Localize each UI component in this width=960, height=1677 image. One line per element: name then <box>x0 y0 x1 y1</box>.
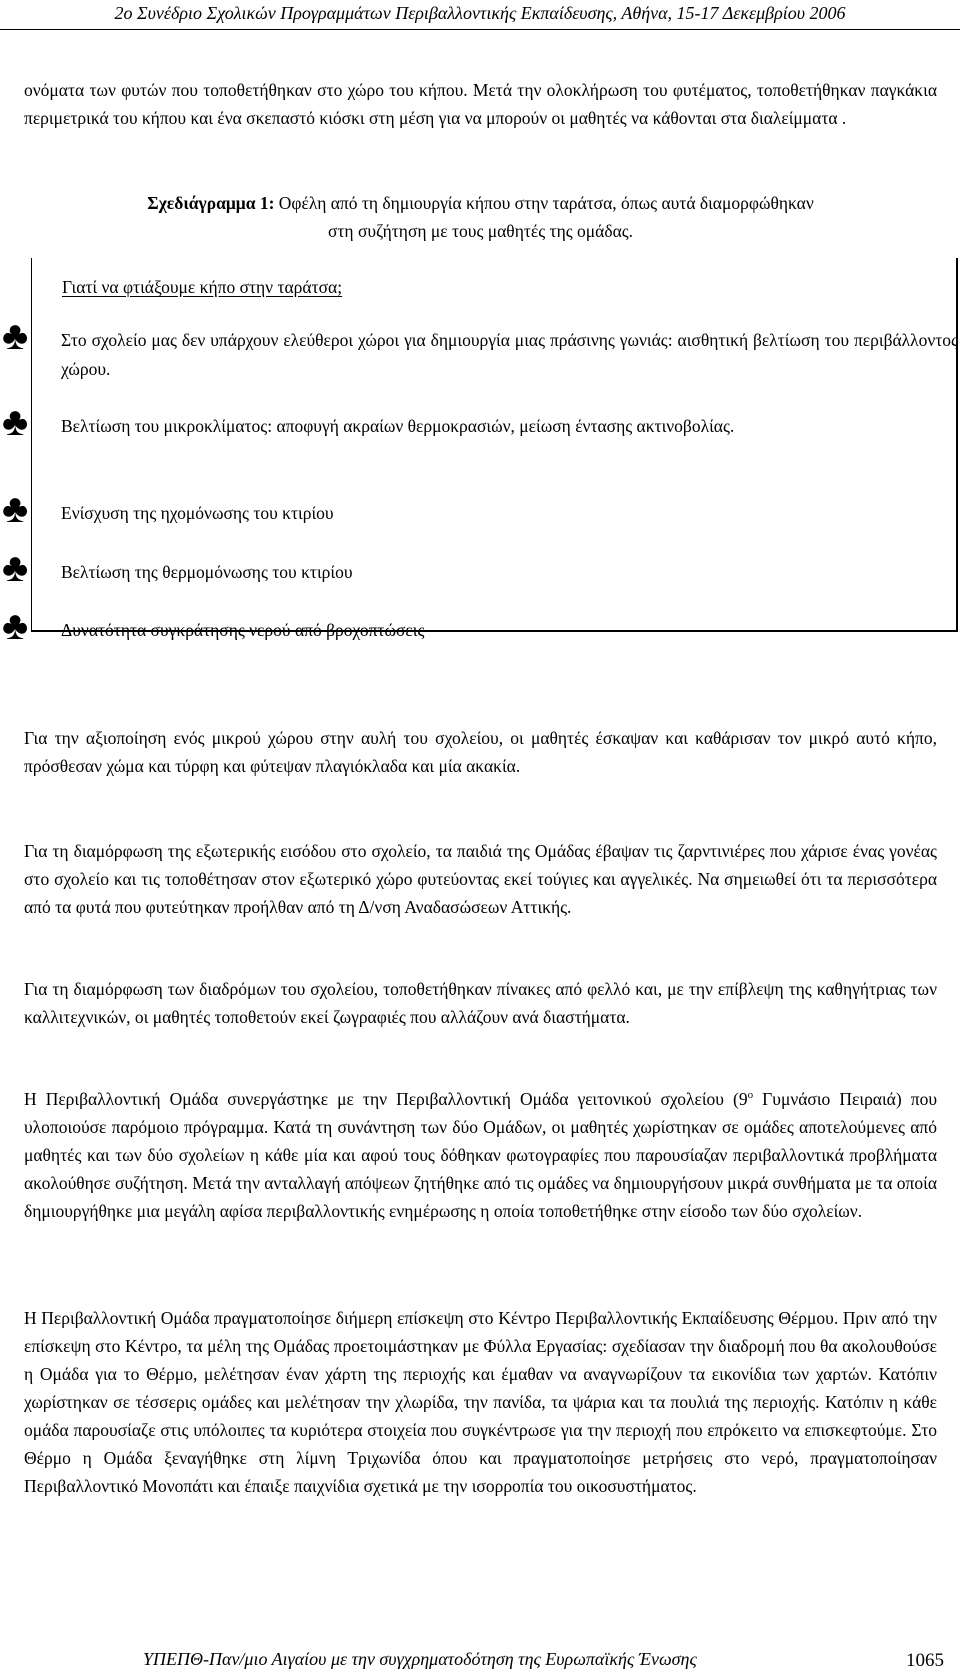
diagram-caption-label: Σχεδιάγραμμα 1: <box>147 193 275 213</box>
page-header: 2ο Συνέδριο Σχολικών Προγραμμάτων Περιβαλλοντικής Εκπαίδευσης, Αθήνα, 15-17 Δεκεμβρίου 2006 <box>114 3 846 23</box>
footer-text: ΥΠΕΠΘ-Παν/μιο Αιγαίου με την συγχρηματοδότηση της Ευρωπαϊκής Ένωσης <box>143 1649 697 1669</box>
page-number: 1065 <box>906 1650 944 1671</box>
bullet-text: Βελτίωση του μικροκλίματος: αποφυγή ακραίων θερμοκρασιών, μείωση έντασης ακτινοβολίας. <box>61 416 735 436</box>
club-icon: ♣ <box>2 399 29 444</box>
club-icon: ♣ <box>2 313 29 358</box>
paragraph-collaboration-rest: Γυμνάσιο Πειραιά) που υλοποιούσε παρόμοιο πρόγραμμα. Κατά τη συνάντηση των δύο Ομάδων, οι μαθητές χωρίστηκαν σε ομάδες αποτελούμενες από μαθητές και των δύο σχολείων η κάθε μία και αφού τους δόθηκαν φωτογραφίες που παρουσίαζαν περιβαλλοντικά προβλήματα ακολούθησε συζήτηση. Μετά την ανταλλαγή απόψεων ζητήθηκε από τις ομάδες να δημιουργήσουν μικρά συνθήματα με τα οποία δημιουργήθηκε μια μεγάλη αφίσα περιβαλλοντικής ενημέρωσης η οποία τοποθετήθηκε στην είσοδο των δύο σχολείων. <box>24 1089 937 1221</box>
paragraph-collaboration-start: Η Περιβαλλοντική Ομάδα συνεργάστηκε με την Περιβαλλοντική Ομάδα γειτονικού σχολείου (9 <box>24 1089 748 1109</box>
club-icon: ♣ <box>2 545 29 590</box>
diagram-caption-line1: Οφέλη από τη δημιουργία κήπου στην ταράτσα, όπως αυτά διαμορφώθηκαν <box>278 193 814 213</box>
intro-paragraph: ονόματα των φυτών που τοποθετήθηκαν στο χώρο του κήπου. Μετά την ολοκλήρωση του φυτέματος, τοποθετήθηκαν παγκάκια περιμετρικά του κήπου και ένα σκεπαστό κιόσκι στη μέση για να μπορούν οι μαθητές να κάθονται στα διαλείμματα . <box>24 80 937 128</box>
paragraph-corridors: Για τη διαμόρφωση των διαδρόμων του σχολείου, τοποθετήθηκαν πίνακες από φελλό και, με την επίβλεψη της καθηγήτριας των καλλιτεχνικών, οι μαθητές τοποθετούν εκεί ζωγραφιές που αλλάζουν ανά διαστήματα. <box>24 979 937 1027</box>
bullet-text: Ενίσχυση της ηχομόνωσης του κτιρίου <box>61 503 334 523</box>
diagram-caption <box>24 189 937 245</box>
header-rule <box>0 29 960 30</box>
benefits-box-title: Γιατί να φτιάξουμε κήπο στην ταράτσα; <box>62 277 343 297</box>
club-icon: ♣ <box>2 486 29 531</box>
bullet-text: Βελτίωση της θερμομόνωσης του κτιρίου <box>61 562 353 582</box>
bullet-text: Δυνατότητα συγκράτησης νερού από βροχοπτώσεις <box>61 620 425 640</box>
ordinal-superscript: ο <box>747 1089 754 1102</box>
paragraph-thermo-visit: Η Περιβαλλοντική Ομάδα πραγματοποίησε διήμερη επίσκεψη στο Κέντρο Περιβαλλοντικής Εκπαίδευσης Θέρμου. Πριν από την επίσκεψη στο Κέντρο, τα μέλη της Ομάδας προετοιμάστηκαν με Φύλλα Εργασίας: σχεδίασαν την διαδρομή που θα ακολουθούσε η Ομάδα για το Θέρμο, μελέτησαν έναν χάρτη της περιοχής και έμαθαν να αναγνωρίζουν τα εικονίδια των χαρτών. Κατόπιν χωρίστηκαν σε τέσσερις ομάδες και μελέτησαν την χλωρίδα, την πανίδα, τα ψάρια και τα πουλιά της περιοχής. Κατόπιν η κάθε ομάδα παρουσίαζε στις υπόλοιπες τα κυριότερα στοιχεία που συγκέντρωσε για την περιοχή που επρόκειτο να επισκεφτούμε. Στο Θέρμο η Ομάδα ξεναγήθηκε στη λίμνη Τριχωνίδα όπου και πραγματοποίησε μετρήσεις στο νερό, πραγματοποίησαν Περιβαλλοντικό Μονοπάτι και έπαιξε παιχνίδια σχετικά με την ισορροπία του οικοσυστήματος. <box>24 1308 937 1496</box>
bullet-text: Στο σχολείο μας δεν υπάρχουν ελεύθεροι χώροι για δημιουργία μιας πράσινης γωνιάς: αισθητική βελτίωση του περιβάλλοντος χώρου. <box>61 330 958 379</box>
paragraph-garden: Για την αξιοποίηση ενός μικρού χώρου στην αυλή του σχολείου, οι μαθητές έσκαψαν και καθάρισαν τον μικρό αυτό κήπο, πρόσθεσαν χώμα και τύρφη και φύτεψαν πλαγιόκλαδα και μία ακακία. <box>24 728 937 776</box>
paragraph-collaboration <box>24 1085 937 1225</box>
club-icon: ♣ <box>2 603 29 648</box>
paragraph-entrance: Για τη διαμόρφωση της εξωτερικής εισόδου στο σχολείο, τα παιδιά της Ομάδας έβαψαν τις ζαρντινιέρες που χάρισε ένας γονέας στο σχολείο και τις τοποθέτησαν στον εξωτερικό χώρο φυτεύοντας εκεί τούγιες και αγγελικές. Να σημειωθεί ότι τα περισσότερα από τα φυτά που φυτεύτηκαν προήλθαν από τη Δ/νση Αναδασώσεων Αττικής. <box>24 841 937 917</box>
diagram-caption-line2: στη συζήτηση με τους μαθητές της ομάδας. <box>327 221 634 241</box>
